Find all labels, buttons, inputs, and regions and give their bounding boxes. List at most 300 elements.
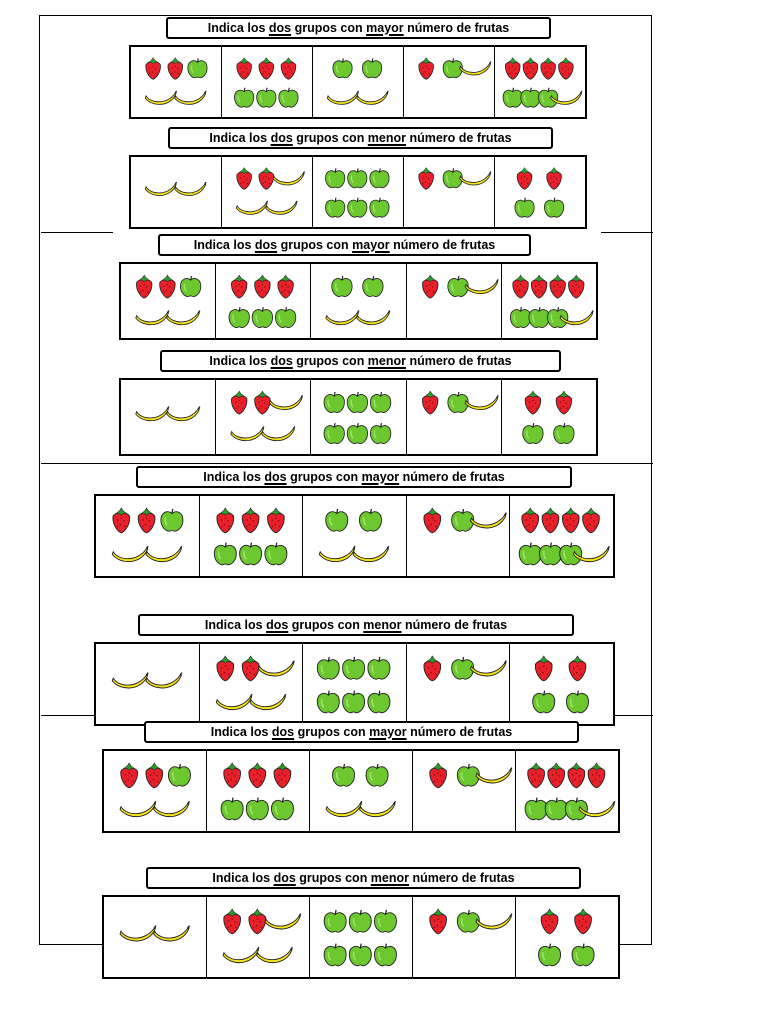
title-prefix: Indica los (207, 21, 269, 35)
strawberry-icon (559, 58, 574, 80)
fruit-group-drawing (104, 751, 206, 831)
title-mayor: mayor (361, 470, 400, 484)
fruit-group-box-5[interactable] (510, 496, 613, 576)
fruit-group-drawing (303, 496, 406, 576)
strawberry-icon (588, 763, 605, 788)
strawberry-icon (536, 656, 553, 681)
banana-icon (470, 513, 506, 528)
apple-icon (553, 423, 573, 444)
banana-icon (120, 926, 156, 941)
fruit-groups-row (129, 45, 587, 119)
fruit-group-box-3[interactable] (311, 380, 406, 454)
apple-icon (324, 944, 346, 966)
fruit-group-drawing (413, 751, 515, 831)
title-suffix: número de frutas (406, 354, 512, 368)
strawberry-icon (575, 909, 592, 934)
instruction-title-mayor (158, 234, 531, 256)
apple-icon (520, 543, 542, 565)
title-prefix: Indica los (212, 871, 274, 885)
apple-icon (324, 423, 344, 444)
banana-icon (146, 673, 182, 688)
fruit-group-drawing (313, 47, 403, 117)
strawberry-icon (541, 909, 558, 934)
strawberry-icon (237, 168, 252, 190)
title-suffix: número de frutas (409, 871, 515, 885)
fruit-group-box-4[interactable] (413, 897, 516, 977)
banana-icon (266, 201, 297, 214)
cut-line (601, 232, 653, 233)
fruit-group-box-1[interactable] (104, 751, 207, 831)
banana-icon (326, 801, 362, 816)
apple-icon (572, 944, 594, 966)
fruit-groups-row (102, 895, 620, 979)
apple-icon (326, 509, 348, 531)
fruit-group-drawing (303, 644, 406, 724)
apple-icon (161, 509, 183, 531)
apple-icon (565, 798, 587, 820)
banana-icon (223, 947, 259, 962)
exercise-menor-3 (94, 614, 615, 728)
strawberry-icon (563, 508, 580, 533)
title-prefix: Indica los (209, 131, 271, 145)
strawberry-icon (267, 508, 284, 533)
strawberry-icon (259, 58, 274, 80)
strawberry-icon (547, 168, 562, 190)
apple-icon (539, 88, 558, 107)
fruit-group-box-1[interactable] (131, 157, 222, 227)
apple-icon (180, 276, 200, 297)
fruit-group-drawing (121, 264, 215, 338)
fruit-groups-row (94, 494, 615, 578)
title-prefix: Indica los (204, 618, 267, 632)
strawberry-icon (237, 58, 252, 80)
apple-icon (343, 657, 365, 679)
strawberry-icon (517, 168, 532, 190)
strawberry-icon (569, 656, 586, 681)
strawberry-icon (419, 58, 434, 80)
cut-line (41, 232, 113, 233)
banana-icon (154, 926, 190, 941)
apple-icon (214, 543, 236, 565)
apple-icon (515, 198, 534, 217)
fruit-group-drawing (96, 496, 199, 576)
apple-icon (257, 88, 276, 107)
strawberry-icon (113, 508, 130, 533)
strawberry-icon (542, 508, 559, 533)
apple-icon (188, 58, 207, 77)
fruit-groups-row (129, 155, 587, 229)
fruit-group-drawing (222, 157, 312, 227)
fruit-group-box-5[interactable] (516, 897, 618, 977)
worksheet-page (39, 15, 652, 945)
strawberry-icon (568, 763, 585, 788)
fruit-group-drawing (502, 264, 596, 338)
strawberry-icon (513, 275, 528, 298)
banana-icon (154, 801, 190, 816)
apple-icon (333, 764, 355, 786)
title-mayor: mayor (352, 238, 390, 252)
exercise-mayor-3 (94, 466, 615, 580)
strawberry-icon (146, 58, 161, 80)
title-dos: dos (268, 21, 292, 35)
strawberry-icon (430, 763, 447, 788)
fruit-group-box-4[interactable] (404, 157, 495, 227)
title-prefix: Indica los (193, 238, 255, 252)
fruit-group-drawing (516, 751, 618, 831)
fruit-group-drawing (413, 897, 515, 977)
fruit-group-drawing (510, 644, 613, 724)
apple-icon (370, 198, 389, 217)
banana-icon (360, 801, 396, 816)
strawberry-icon (242, 508, 259, 533)
banana-icon (460, 62, 491, 75)
apple-icon (239, 543, 261, 565)
fruit-group-drawing (502, 380, 596, 454)
title-suffix: número de frutas (401, 618, 508, 632)
apple-icon (326, 168, 345, 187)
apple-icon (276, 307, 296, 328)
strawberry-icon (121, 763, 138, 788)
title-dos: dos (273, 871, 296, 885)
title-suffix: número de frutas (406, 131, 512, 145)
banana-icon (357, 310, 390, 324)
fruit-group-box-2[interactable] (200, 644, 304, 724)
title-middle: grupos con (277, 238, 353, 252)
strawberry-icon (424, 656, 441, 681)
fruit-group-box-2[interactable] (216, 380, 311, 454)
title-dos: dos (264, 470, 287, 484)
banana-icon (120, 801, 156, 816)
banana-icon (476, 914, 512, 929)
fruit-group-drawing (207, 751, 309, 831)
banana-icon (145, 91, 176, 104)
fruit-group-box-1[interactable] (131, 47, 222, 117)
title-menor: menor (363, 618, 402, 632)
apple-icon (503, 88, 522, 107)
strawberry-icon (274, 763, 291, 788)
title-middle: grupos con (286, 470, 362, 484)
fruit-group-drawing (510, 496, 613, 576)
apple-icon (168, 764, 190, 786)
exercise-mayor-2 (119, 234, 598, 342)
strawberry-icon (249, 763, 266, 788)
strawberry-icon (541, 58, 556, 80)
strawberry-icon (281, 58, 296, 80)
banana-icon (465, 279, 498, 293)
fruit-group-box-3[interactable] (311, 264, 406, 338)
apple-icon (510, 307, 530, 328)
fruit-group-box-5[interactable] (502, 264, 596, 338)
apple-icon (348, 423, 368, 444)
exercise-menor-2 (119, 350, 598, 458)
fruit-group-box-3[interactable] (310, 751, 413, 831)
exercise-menor-4 (102, 867, 620, 981)
fruit-group-box-5[interactable] (516, 751, 618, 831)
strawberry-icon (224, 763, 241, 788)
fruit-groups-row (119, 378, 598, 456)
title-middle: grupos con (291, 21, 367, 35)
fruit-group-box-4[interactable] (407, 380, 502, 454)
banana-icon (216, 694, 252, 709)
exercise-menor-1 (129, 127, 587, 231)
title-dos: dos (270, 131, 293, 145)
banana-icon (236, 201, 267, 214)
apple-icon (252, 307, 272, 328)
fruit-group-box-2[interactable] (200, 496, 304, 576)
apple-icon (360, 509, 382, 531)
title-menor: menor (367, 131, 406, 145)
fruit-group-box-2[interactable] (207, 751, 310, 831)
strawberry-icon (531, 275, 546, 298)
banana-icon (476, 768, 512, 783)
fruit-group-box-3[interactable] (310, 897, 413, 977)
apple-icon (363, 276, 383, 297)
fruit-group-box-4[interactable] (404, 47, 495, 117)
apple-icon (246, 798, 268, 820)
title-mayor: mayor (369, 725, 407, 739)
banana-icon (357, 91, 388, 104)
instruction-title-mayor (136, 466, 572, 488)
title-menor: menor (370, 871, 409, 885)
fruit-group-drawing (404, 47, 494, 117)
title-dos: dos (271, 725, 295, 739)
apple-icon (362, 58, 381, 77)
fruit-group-drawing (516, 897, 618, 977)
strawberry-icon (419, 168, 434, 190)
fruit-group-drawing (216, 264, 310, 338)
instruction-title-mayor (166, 17, 551, 39)
fruit-group-box-1[interactable] (121, 380, 216, 454)
apple-icon (326, 198, 345, 217)
fruit-group-box-4[interactable] (407, 264, 502, 338)
title-dos: dos (270, 354, 293, 368)
fruit-group-box-1[interactable] (104, 897, 207, 977)
fruit-group-box-1[interactable] (96, 496, 200, 576)
strawberry-icon (255, 275, 270, 298)
strawberry-icon (136, 275, 151, 298)
fruit-group-box-3[interactable] (303, 496, 407, 576)
banana-icon (112, 673, 148, 688)
strawberry-icon (548, 763, 565, 788)
strawberry-icon (556, 391, 571, 414)
fruit-group-box-4[interactable] (407, 644, 511, 724)
banana-icon (319, 546, 355, 561)
banana-icon (250, 694, 286, 709)
apple-icon (521, 88, 540, 107)
strawberry-icon (217, 508, 234, 533)
fruit-group-box-1[interactable] (121, 264, 216, 338)
apple-icon (229, 307, 249, 328)
fruit-group-drawing (121, 380, 215, 454)
apple-icon (374, 944, 396, 966)
apple-icon (348, 168, 367, 187)
strawberry-icon (232, 391, 247, 414)
apple-icon (370, 168, 389, 187)
instruction-title-menor (146, 867, 581, 889)
instruction-title-menor (160, 350, 561, 372)
fruit-group-drawing (207, 897, 309, 977)
banana-icon (175, 91, 206, 104)
fruit-group-drawing (200, 644, 303, 724)
strawberry-icon (522, 508, 539, 533)
fruit-group-box-5[interactable] (510, 644, 613, 724)
strawberry-icon (138, 508, 155, 533)
title-suffix: número de frutas (403, 21, 510, 35)
fruit-group-drawing (495, 47, 585, 117)
banana-icon (145, 182, 176, 195)
banana-icon (270, 395, 303, 409)
fruit-group-drawing (131, 157, 221, 227)
banana-icon (231, 426, 264, 440)
banana-icon (327, 91, 358, 104)
title-middle: grupos con (295, 871, 371, 885)
exercise-mayor-4 (102, 721, 620, 835)
strawberry-icon (168, 58, 183, 80)
fruit-group-drawing (407, 380, 501, 454)
apple-icon (317, 691, 339, 713)
strawberry-icon (422, 275, 437, 298)
fruit-group-box-3[interactable] (303, 644, 407, 724)
fruit-group-drawing (310, 897, 412, 977)
banana-icon (136, 310, 169, 324)
banana-icon (112, 546, 148, 561)
apple-icon (374, 910, 396, 932)
apple-icon (343, 691, 365, 713)
fruit-group-box-3[interactable] (313, 47, 404, 117)
fruit-group-box-5[interactable] (495, 157, 585, 227)
strawberry-icon (160, 275, 175, 298)
banana-icon (262, 426, 295, 440)
apple-icon (547, 307, 567, 328)
title-mayor: mayor (366, 21, 404, 35)
fruit-groups-row (119, 262, 598, 340)
banana-icon (167, 407, 200, 421)
strawberry-icon (424, 508, 441, 533)
strawberry-icon (259, 168, 274, 190)
strawberry-icon (568, 275, 583, 298)
strawberry-icon (255, 391, 270, 414)
fruit-group-drawing (96, 644, 199, 724)
apple-icon (333, 58, 352, 77)
strawberry-icon (232, 275, 247, 298)
strawberry-icon (224, 909, 241, 934)
title-menor: menor (367, 354, 406, 368)
title-suffix: número de frutas (399, 470, 505, 484)
strawberry-icon (249, 909, 266, 934)
banana-icon (273, 172, 304, 185)
apple-icon (540, 543, 562, 565)
apple-icon (539, 944, 561, 966)
apple-icon (560, 543, 582, 565)
apple-icon (371, 423, 391, 444)
apple-icon (317, 657, 339, 679)
fruit-group-drawing (313, 157, 403, 227)
apple-icon (324, 392, 344, 413)
fruit-group-drawing (222, 47, 312, 117)
fruit-group-box-2[interactable] (216, 264, 311, 338)
title-prefix: Indica los (210, 725, 272, 739)
strawberry-icon (525, 391, 540, 414)
apple-icon (523, 423, 543, 444)
strawberry-icon (217, 656, 234, 681)
strawberry-icon (430, 909, 447, 934)
apple-icon (235, 88, 254, 107)
fruit-group-drawing (131, 47, 221, 117)
fruit-group-box-5[interactable] (502, 380, 596, 454)
banana-icon (175, 182, 206, 195)
fruit-group-box-5[interactable] (495, 47, 585, 117)
fruit-group-drawing (104, 897, 206, 977)
apple-icon (368, 691, 390, 713)
strawberry-icon (550, 275, 565, 298)
apple-icon (348, 392, 368, 413)
apple-icon (264, 543, 286, 565)
cut-line (41, 463, 653, 464)
banana-icon (136, 407, 169, 421)
title-dos: dos (254, 238, 278, 252)
instruction-title-menor (138, 614, 574, 636)
fruit-groups-row (94, 642, 615, 726)
apple-icon (271, 798, 293, 820)
fruit-group-drawing (407, 644, 510, 724)
title-suffix: número de frutas (406, 725, 513, 739)
fruit-group-drawing (407, 496, 510, 576)
title-prefix: Indica los (203, 470, 265, 484)
fruit-group-box-4[interactable] (413, 751, 516, 831)
fruit-group-drawing (404, 157, 494, 227)
fruit-group-drawing (311, 264, 405, 338)
fruit-group-drawing (310, 751, 412, 831)
apple-icon (332, 276, 352, 297)
banana-icon (265, 914, 301, 929)
strawberry-icon (278, 275, 293, 298)
banana-icon (470, 661, 506, 676)
fruit-group-box-2[interactable] (222, 157, 313, 227)
banana-icon (146, 546, 182, 561)
strawberry-icon (242, 656, 259, 681)
title-middle: grupos con (292, 354, 368, 368)
banana-icon (326, 310, 359, 324)
title-middle: grupos con (288, 618, 364, 632)
banana-icon (460, 172, 491, 185)
banana-icon (353, 546, 389, 561)
strawberry-icon (505, 58, 520, 80)
banana-icon (167, 310, 200, 324)
fruit-group-drawing (216, 380, 310, 454)
title-middle: grupos con (294, 725, 370, 739)
fruit-group-box-2[interactable] (207, 897, 310, 977)
strawberry-icon (528, 763, 545, 788)
fruit-group-drawing (495, 157, 585, 227)
fruit-group-drawing (200, 496, 303, 576)
exercise-mayor-1 (129, 17, 587, 121)
fruit-group-drawing (407, 264, 501, 338)
fruit-group-box-2[interactable] (222, 47, 313, 117)
apple-icon (221, 798, 243, 820)
title-dos: dos (266, 618, 289, 632)
instruction-title-menor (168, 127, 553, 149)
banana-icon (257, 947, 293, 962)
apple-icon (349, 910, 371, 932)
fruit-group-box-3[interactable] (313, 157, 404, 227)
apple-icon (366, 764, 388, 786)
apple-icon (525, 798, 547, 820)
apple-icon (567, 691, 589, 713)
apple-icon (349, 944, 371, 966)
fruit-group-box-4[interactable] (407, 496, 511, 576)
fruit-group-box-1[interactable] (96, 644, 200, 724)
strawberry-icon (146, 763, 163, 788)
